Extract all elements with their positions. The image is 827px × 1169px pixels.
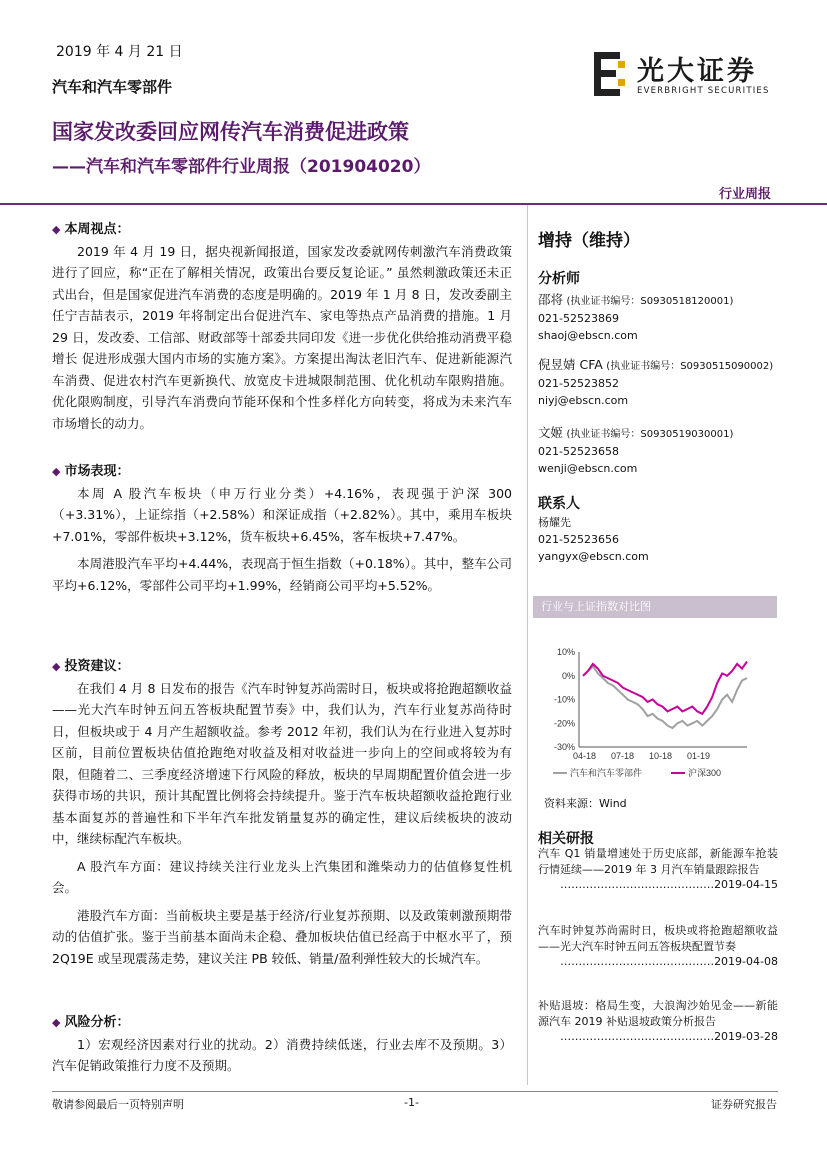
section-heading: 市场表现： xyxy=(64,464,130,479)
analyst-card: 文姬 (执业证书编号：S0930519030001) 021-52523658 wenji@ebscn.com xyxy=(538,424,778,477)
page-number: -1- xyxy=(404,1096,419,1109)
legend-label: 汽车和汽车零部件 xyxy=(570,768,643,778)
report-date: 2019 年 4 月 21 日 xyxy=(56,44,183,60)
logo-text: 光大证券 xyxy=(637,56,757,87)
section-risk xyxy=(52,1012,512,1077)
related-item[interactable]: 汽车时钟复苏尚需时日，板块或将抢跑超额收益——光大汽车时钟五问五答板块配置节奏 ……………………………………2019-04-08 xyxy=(538,924,778,968)
footer-label: 证券研究报告 xyxy=(711,1098,777,1111)
diamond-bullet-icon: ◆ xyxy=(52,465,61,478)
y-tick-label: -30% xyxy=(553,742,575,752)
diamond-bullet-icon: ◆ xyxy=(52,223,61,236)
footer-divider xyxy=(52,1091,778,1092)
section-invest xyxy=(52,656,512,969)
diamond-bullet-icon: ◆ xyxy=(52,660,61,673)
related-item[interactable]: 补贴退坡：格局生变，大浪淘沙始见金——新能源汽车 2019 补贴退坡政策分析报告 ……………………………………2019-03-28 xyxy=(538,999,778,1043)
paragraph: 1）宏观经济因素对行业的扰动。2）消费持续低迷，行业去库不及预期。3）汽车促销政策推行力度不及预期。 xyxy=(52,1036,512,1073)
section-market xyxy=(52,461,512,596)
section-heading: 风险分析： xyxy=(64,1015,130,1030)
y-tick-label: -20% xyxy=(553,718,575,729)
section-view xyxy=(52,219,512,434)
paragraph: 2019 年 4 月 19 日，据央视新闻报道，国家发改委就网传刺激汽车消费政策进行了回应，称“正在了解相关情况，政策出台要反复论证。” 虽然刺激政策还未正式出台，但是国家促进汽车消费的态度是明确的。2019 年 1 月 8 日，发改委副主任宁吉喆表示，2019 年将制定出台促进汽车、家电等热点产品消费的措施。1 月 29 日，发改委、工信部、财政部等十部委共同印发《进一步优化供给推动消费平稳增长 促进形成强大国内市场的实施方案》。方案提出淘汰老旧汽车、促进新能源汽车消费、促进农村汽车更新换代、放宽皮卡进城限制范围、优化机动车限购措施。优化限购制度，引导汽车消费向节能环保和个性多样化方向转变，将成为未来汽车市场增长的动力。 xyxy=(52,243,512,431)
series-line xyxy=(583,666,747,728)
section-heading: 本周视点： xyxy=(64,222,130,237)
paragraph: 港股汽车方面：当前板块主要是基于经济/行业复苏预期、以及政策刺激预期带动的估值扩张。鉴于当前基本面尚未企稳、叠加板块估值已经高于中枢水平了，预 2Q19E 或呈现震荡走势，建议关注 PB 较低、销量/盈利弹性较大的长城汽车。 xyxy=(52,907,512,966)
logo-english: EVERBRIGHT SECURITIES xyxy=(637,86,770,96)
email-link[interactable]: wenji@ebscn.com xyxy=(538,462,638,475)
x-tick-label: 10-18 xyxy=(649,751,673,761)
related-heading: 相关研报 xyxy=(538,831,594,847)
header-divider xyxy=(0,203,827,205)
report-title: 国家发改委回应网传汽车消费促进政策 xyxy=(52,120,409,144)
comparison-chart xyxy=(533,640,777,788)
x-tick-label: 07-18 xyxy=(611,751,635,761)
column-divider xyxy=(527,205,528,1085)
paragraph: 本周港股汽车平均+4.44%，表现高于恒生指数（+0.18%）。其中，整车公司平均+6.12%，零部件公司平均+1.99%，经销商公司平均+5.52%。 xyxy=(52,556,512,593)
legend-label: 沪深300 xyxy=(688,768,722,778)
paragraph: A 股汽车方面：建议持续关注行业龙头上汽集团和潍柴动力的估值修复性机会。 xyxy=(52,858,512,895)
sector-label: 汽车和汽车零部件 xyxy=(52,78,173,96)
email-link[interactable]: shaoj@ebscn.com xyxy=(538,329,638,342)
report-subtitle: ——汽车和汽车零部件行业周报（201904020） xyxy=(52,157,431,177)
y-tick-label: -10% xyxy=(553,694,575,705)
contact-heading: 联系人 xyxy=(538,496,580,512)
related-item[interactable]: 汽车 Q1 销量增速处于历史底部，新能源车抢装行情延续——2019 年 3 月汽车销量跟踪报告 ……………………………………2019-04-15 xyxy=(538,847,778,891)
email-link[interactable]: yangyx@ebscn.com xyxy=(538,550,649,563)
section-heading: 投资建议： xyxy=(64,659,130,674)
paragraph: 在我们 4 月 8 日发布的报告《汽车时钟复苏尚需时日，板块或将抢跑超额收益——光大汽车时钟五问五答板块配置节奏》中，我们认为，汽车行业复苏尚待时日，但板块或于 4 月产生超额收益。参考 2012 年初，我们认为在行业进入复苏时区前，目前位置板块估值抢跑绝对收益及相对收益进一步向上的空间或将较为有限，但随着二、三季度经济增速下行风险的释放，板块的早周期配置价值会进一步获得市场的共识，预计其配置比例将会持续提升。鉴于汽车板块超额收益抢跑行业基本面复苏的普遍性和下半年汽车批发销量复苏的确定性，建议后续板块的波动中，继续标配汽车板块。 xyxy=(52,680,512,846)
paragraph: 本周 A 股汽车板块（申万行业分类）+4.16%，表现强于沪深 300（+3.31%），上证综指（+2.58%）和深证成指（+2.82%）。其中，乘用车板块+7.01%，零部件板块+3.12%，货车板块+6.45%，客车板块+7.47%。 xyxy=(52,485,512,544)
diamond-bullet-icon: ◆ xyxy=(52,1016,61,1029)
rating: 增持（维持） xyxy=(538,231,640,251)
email-link[interactable]: niyj@ebscn.com xyxy=(538,394,629,407)
x-tick-label: 01-19 xyxy=(687,751,711,761)
analyst-card: 邵将 (执业证书编号：S0930518120001) 021-52523869 shaoj@ebscn.com xyxy=(538,291,778,344)
analysts-heading: 分析师 xyxy=(538,271,580,287)
analyst-card: 倪昱婧 CFA (执业证书编号：S0930515090002) 021-52523852 niyj@ebscn.com xyxy=(538,356,788,409)
footer-disclaimer: 敬请参阅最后一页特别声明 xyxy=(52,1098,184,1111)
y-tick-label: 10% xyxy=(556,647,575,657)
chart-title: 行业与上证指数对比图 xyxy=(533,596,777,618)
series-line xyxy=(583,662,747,714)
company-logo-icon xyxy=(592,50,628,98)
y-tick-label: 0% xyxy=(561,670,575,681)
report-type: 行业周报 xyxy=(718,187,771,202)
chart-source: 资料来源：Wind xyxy=(544,797,627,810)
x-tick-label: 04-18 xyxy=(573,751,597,761)
contact-card: 杨耀先 021-52523656 yangyx@ebscn.com xyxy=(538,514,778,565)
